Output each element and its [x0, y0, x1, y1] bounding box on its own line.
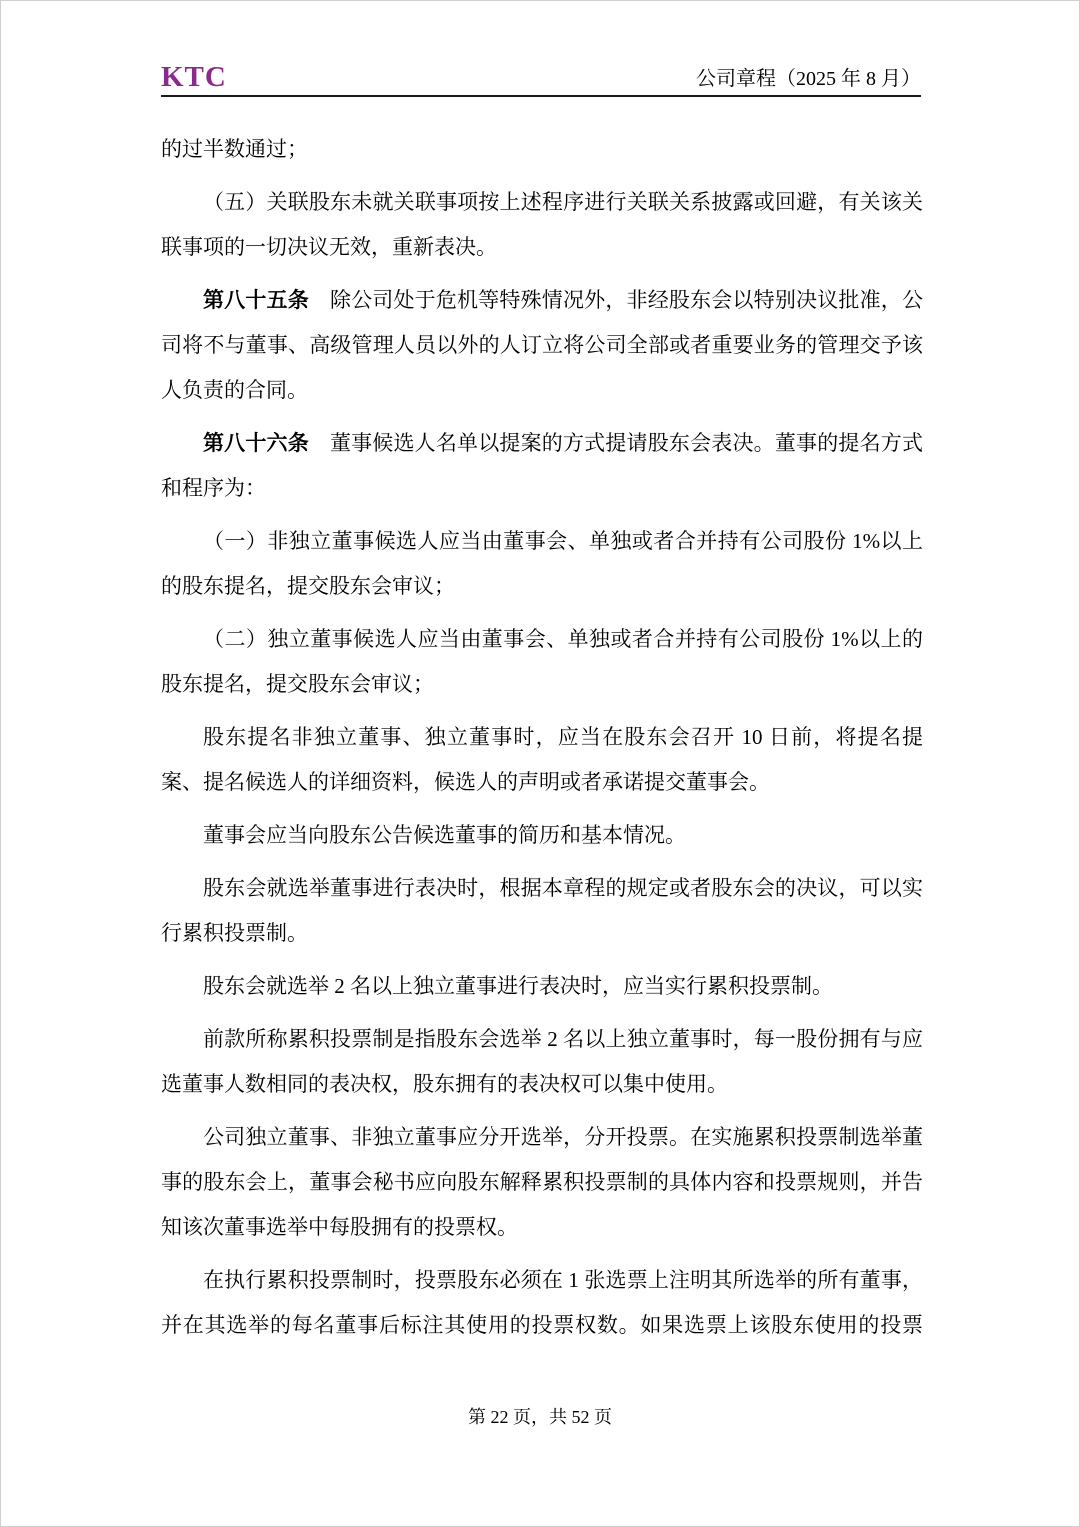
article-85-text: 除公司处于危机等特殊情况外，非经股东会以特别决议批准，公司将不与董事、高级管理人员以外的人订立将公司全部或者重要业务的管理交予该人负责的合同。 — [161, 288, 923, 402]
paragraph-voting-definition: 前款所称累积投票制是指股东会选举 2 名以上独立董事时，每一股份拥有与应选董事人数相同的表决权，股东拥有的表决权可以集中使用。 — [161, 1027, 923, 1096]
paragraph-separate-election: 公司独立董事、非独立董事应分开选举，分开投票。在实施累积投票制选举董事的股东会上，董事会秘书应向股东解释累积投票制的具体内容和投票规则，并告知该次董事选举中每股拥有的投票权。 — [161, 1125, 923, 1239]
paragraph-article-85 — [161, 278, 923, 413]
paragraph-item-2: （二）独立董事候选人应当由董事会、单独或者合并持有公司股份 1%以上的股东提名，提交股东会审议； — [161, 627, 923, 696]
article-86-text: 董事候选人名单以提案的方式提请股东会表决。董事的提名方式和程序为： — [161, 431, 923, 500]
paragraph-cumulative-voting: 股东会就选举董事进行表决时，根据本章程的规定或者股东会的决议，可以实行累积投票制。 — [161, 876, 923, 945]
article-85-number: 第八十五条 — [203, 288, 309, 312]
header-rule — [161, 1, 921, 97]
page-header — [161, 1, 921, 97]
ktc-logo: KTC — [161, 61, 227, 93]
document-title: 公司章程（2025 年 8 月） — [696, 68, 921, 90]
paragraph-two-directors: 股东会就选举 2 名以上独立董事进行表决时，应当实行累积投票制。 — [203, 974, 833, 998]
paragraph-item-5: （五）关联股东未就关联事项按上述程序进行关联关系披露或回避，有关该关联事项的一切决议无效，重新表决。 — [161, 190, 923, 259]
paragraph-nomination: 股东提名非独立董事、独立董事时，应当在股东会召开 10 日前，将提名提案、提名候选人的详细资料，候选人的声明或者承诺提交董事会。 — [161, 725, 923, 794]
paragraph-item-1: （一）非独立董事候选人应当由董事会、单独或者合并持有公司股份 1%以上的股东提名，提交股东会审议； — [161, 529, 923, 598]
paragraph-announcement: 董事会应当向股东公告候选董事的简历和基本情况。 — [203, 823, 686, 847]
page-footer — [1, 1403, 1079, 1431]
paragraph-ballot-rules: 在执行累积投票制时，投票股东必须在 1 张选票上注明其所选举的所有董事，并在其选举的每名董事后标注其使用的投票权数。如果选票上该股东使用的投票 — [161, 1268, 923, 1337]
paragraph-continuation: 的过半数通过； — [161, 137, 308, 161]
page-number: 第 22 页，共 52 页 — [468, 1407, 612, 1427]
article-86-number: 第八十六条 — [203, 431, 309, 455]
document-body — [161, 127, 923, 1356]
paragraph-article-86 — [161, 421, 923, 511]
